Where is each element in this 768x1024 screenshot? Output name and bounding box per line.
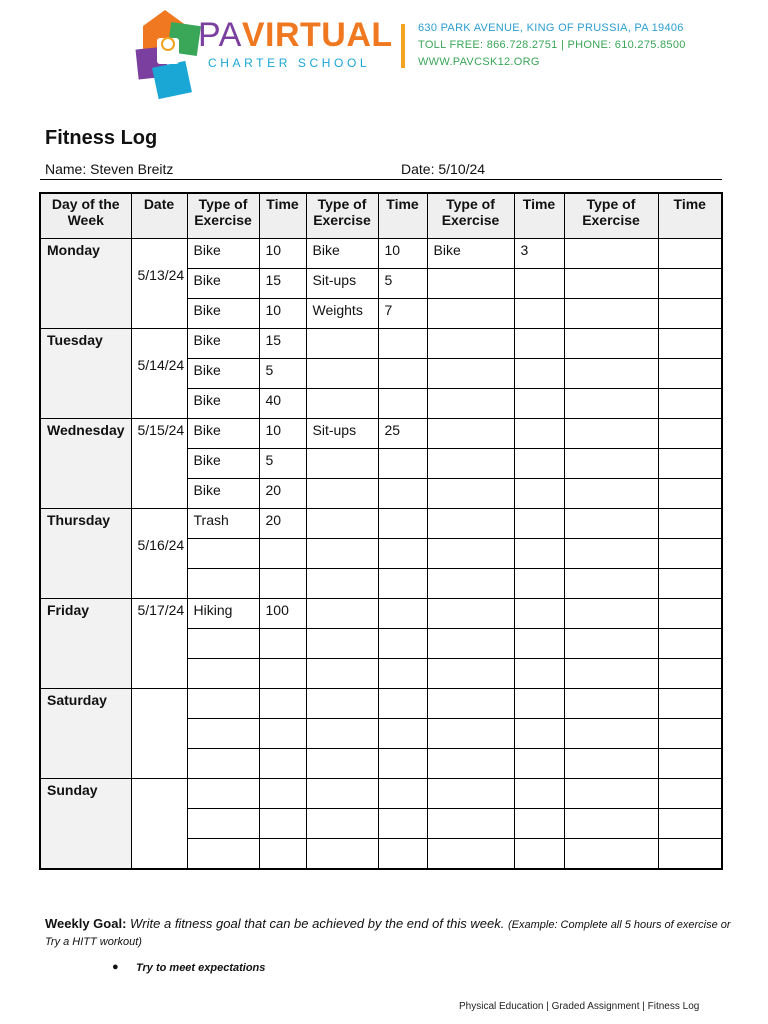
exercise-time-cell[interactable] [658, 659, 722, 689]
date-cell[interactable]: 5/14/24 [131, 329, 187, 419]
exercise-type-cell[interactable] [306, 509, 378, 539]
exercise-type-cell[interactable] [306, 659, 378, 689]
exercise-time-cell[interactable]: 5 [378, 269, 427, 299]
exercise-time-cell[interactable] [378, 659, 427, 689]
exercise-time-cell[interactable] [658, 749, 722, 779]
brand-name: PAVIRTUAL [198, 16, 393, 54]
exercise-time-cell[interactable] [259, 749, 306, 779]
table-row [40, 509, 722, 539]
exercise-time-cell[interactable] [514, 269, 564, 299]
exercise-time-cell[interactable] [259, 809, 306, 839]
exercise-type-cell[interactable] [187, 539, 259, 569]
exercise-time-cell[interactable] [378, 359, 427, 389]
table-header-row [40, 193, 722, 239]
exercise-time-cell[interactable]: 10 [259, 419, 306, 449]
exercise-type-cell[interactable] [564, 779, 658, 809]
exercise-time-cell[interactable] [514, 689, 564, 719]
exercise-time-cell[interactable]: 100 [259, 599, 306, 629]
exercise-type-cell[interactable] [306, 569, 378, 599]
exercise-type-cell[interactable] [564, 449, 658, 479]
weekly-goal [45, 916, 735, 950]
exercise-time-cell[interactable] [514, 599, 564, 629]
exercise-type-cell[interactable] [427, 569, 514, 599]
exercise-type-cell[interactable] [187, 779, 259, 809]
exercise-type-cell[interactable] [564, 239, 658, 269]
exercise-type-cell[interactable]: Bike [306, 239, 378, 269]
exercise-time-cell[interactable]: 25 [378, 419, 427, 449]
goal-prompt: Write a fitness goal that can be achieved by the end of this week. [130, 916, 505, 931]
exercise-type-cell[interactable] [427, 419, 514, 449]
exercise-type-cell[interactable] [306, 839, 378, 870]
exercise-type-cell[interactable] [187, 719, 259, 749]
exercise-type-cell[interactable] [564, 839, 658, 870]
date-cell[interactable]: 5/13/24 [131, 239, 187, 329]
exercise-type-cell[interactable] [306, 599, 378, 629]
table-row [40, 239, 722, 269]
exercise-type-cell[interactable] [306, 809, 378, 839]
exercise-time-cell[interactable]: 20 [259, 509, 306, 539]
exercise-type-cell[interactable] [427, 269, 514, 299]
exercise-type-cell[interactable]: Bike [187, 239, 259, 269]
exercise-time-cell[interactable] [514, 749, 564, 779]
exercise-type-cell[interactable] [306, 779, 378, 809]
exercise-type-cell[interactable] [427, 449, 514, 479]
brand-subtitle: CHARTER SCHOOL [208, 56, 371, 70]
exercise-type-cell[interactable]: Bike [187, 389, 259, 419]
exercise-time-cell[interactable]: 10 [259, 299, 306, 329]
exercise-type-cell[interactable]: Bike [187, 419, 259, 449]
exercise-type-cell[interactable] [427, 539, 514, 569]
date-cell[interactable] [131, 689, 187, 779]
table-row [40, 419, 722, 449]
exercise-time-cell[interactable] [514, 509, 564, 539]
day-cell: Wednesday [40, 419, 131, 509]
exercise-type-cell[interactable] [306, 689, 378, 719]
exercise-time-cell[interactable] [514, 839, 564, 870]
column-header: Type of Exercise [306, 193, 378, 239]
exercise-time-cell[interactable] [658, 539, 722, 569]
exercise-type-cell[interactable] [187, 569, 259, 599]
exercise-time-cell[interactable]: 10 [259, 239, 306, 269]
exercise-type-cell[interactable] [187, 809, 259, 839]
exercise-time-cell[interactable] [658, 299, 722, 329]
date-cell[interactable]: 5/16/24 [131, 509, 187, 599]
exercise-type-cell[interactable] [427, 689, 514, 719]
exercise-type-cell[interactable] [427, 809, 514, 839]
day-cell: Tuesday [40, 329, 131, 419]
bullet-icon: ● [112, 961, 119, 973]
exercise-type-cell[interactable]: Bike [187, 449, 259, 479]
column-header: Time [259, 193, 306, 239]
exercise-type-cell[interactable]: Sit-ups [306, 269, 378, 299]
exercise-type-cell[interactable] [427, 329, 514, 359]
exercise-time-cell[interactable] [378, 809, 427, 839]
goal-example: (Example: Complete all 5 hours of exercise or Try a HITT workout) [45, 919, 731, 948]
exercise-type-cell[interactable] [187, 629, 259, 659]
exercise-time-cell[interactable] [514, 449, 564, 479]
exercise-time-cell[interactable] [259, 719, 306, 749]
school-website[interactable]: WWW.PAVCSK12.ORG [418, 56, 540, 68]
log-date: Date: 5/10/24 [401, 161, 486, 177]
exercise-time-cell[interactable] [378, 839, 427, 870]
exercise-type-cell[interactable] [564, 659, 658, 689]
exercise-time-cell[interactable] [259, 659, 306, 689]
page-title: Fitness Log [45, 127, 158, 149]
exercise-type-cell[interactable] [564, 809, 658, 839]
exercise-time-cell[interactable] [658, 389, 722, 419]
day-cell: Friday [40, 599, 131, 689]
exercise-type-cell[interactable] [427, 299, 514, 329]
date-cell[interactable]: 5/15/24 [131, 419, 187, 509]
exercise-type-cell[interactable] [306, 479, 378, 509]
exercise-type-cell[interactable] [427, 749, 514, 779]
exercise-type-cell[interactable] [306, 539, 378, 569]
exercise-type-cell[interactable]: Trash [187, 509, 259, 539]
exercise-type-cell[interactable] [427, 389, 514, 419]
exercise-time-cell[interactable] [259, 779, 306, 809]
exercise-time-cell[interactable]: 40 [259, 389, 306, 419]
school-address: 630 PARK AVENUE, KING OF PRUSSIA, PA 19406 [418, 22, 684, 34]
exercise-type-cell[interactable] [306, 749, 378, 779]
exercise-time-cell[interactable] [514, 569, 564, 599]
exercise-time-cell[interactable] [658, 329, 722, 359]
exercise-time-cell[interactable] [378, 689, 427, 719]
exercise-time-cell[interactable] [514, 659, 564, 689]
exercise-type-cell[interactable] [564, 359, 658, 389]
exercise-time-cell[interactable]: 5 [259, 359, 306, 389]
exercise-type-cell[interactable] [427, 599, 514, 629]
exercise-time-cell[interactable]: 15 [259, 329, 306, 359]
goal-answer: Try to meet expectations [136, 962, 266, 974]
exercise-time-cell[interactable] [259, 629, 306, 659]
column-header: Time [514, 193, 564, 239]
exercise-type-cell[interactable]: Bike [187, 299, 259, 329]
day-cell: Saturday [40, 689, 131, 779]
exercise-type-cell[interactable]: Bike [187, 479, 259, 509]
exercise-time-cell[interactable]: 10 [378, 239, 427, 269]
exercise-time-cell[interactable] [514, 389, 564, 419]
exercise-time-cell[interactable] [514, 719, 564, 749]
header-divider [401, 24, 405, 68]
exercise-type-cell[interactable] [427, 629, 514, 659]
date-cell[interactable] [131, 779, 187, 870]
column-header: Type of Exercise [564, 193, 658, 239]
column-header: Type of Exercise [427, 193, 514, 239]
exercise-type-cell[interactable] [306, 389, 378, 419]
exercise-time-cell[interactable]: 5 [259, 449, 306, 479]
column-header: Time [378, 193, 427, 239]
exercise-type-cell[interactable]: Sit-ups [306, 419, 378, 449]
exercise-type-cell[interactable] [306, 719, 378, 749]
exercise-time-cell[interactable] [658, 479, 722, 509]
page-footer: Physical Education | Graded Assignment | Fitness Log [459, 1001, 700, 1012]
exercise-time-cell[interactable] [658, 719, 722, 749]
exercise-type-cell[interactable] [427, 719, 514, 749]
exercise-type-cell[interactable] [306, 449, 378, 479]
exercise-type-cell[interactable] [564, 389, 658, 419]
exercise-time-cell[interactable]: 7 [378, 299, 427, 329]
day-cell: Thursday [40, 509, 131, 599]
exercise-time-cell[interactable] [259, 689, 306, 719]
exercise-time-cell[interactable] [658, 449, 722, 479]
exercise-time-cell[interactable] [378, 749, 427, 779]
exercise-type-cell[interactable] [427, 779, 514, 809]
exercise-time-cell[interactable] [514, 359, 564, 389]
exercise-type-cell[interactable] [427, 509, 514, 539]
column-header: Type of Exercise [187, 193, 259, 239]
column-header: Date [131, 193, 187, 239]
exercise-time-cell[interactable] [378, 569, 427, 599]
exercise-type-cell[interactable] [306, 329, 378, 359]
exercise-time-cell[interactable] [514, 539, 564, 569]
exercise-time-cell[interactable] [514, 299, 564, 329]
exercise-time-cell[interactable] [378, 389, 427, 419]
table-row [40, 329, 722, 359]
exercise-type-cell[interactable]: Bike [427, 239, 514, 269]
exercise-time-cell[interactable] [658, 509, 722, 539]
exercise-type-cell[interactable] [564, 539, 658, 569]
exercise-time-cell[interactable] [514, 809, 564, 839]
exercise-type-cell[interactable] [564, 569, 658, 599]
exercise-time-cell[interactable] [514, 419, 564, 449]
exercise-type-cell[interactable] [564, 599, 658, 629]
exercise-time-cell[interactable] [378, 599, 427, 629]
exercise-type-cell[interactable] [306, 629, 378, 659]
exercise-time-cell[interactable] [514, 779, 564, 809]
exercise-time-cell[interactable] [378, 719, 427, 749]
exercise-type-cell[interactable] [187, 659, 259, 689]
exercise-time-cell[interactable] [378, 329, 427, 359]
exercise-time-cell[interactable] [658, 839, 722, 870]
exercise-type-cell[interactable] [564, 329, 658, 359]
exercise-time-cell[interactable] [378, 779, 427, 809]
exercise-time-cell[interactable] [658, 809, 722, 839]
exercise-time-cell[interactable] [514, 629, 564, 659]
date-cell[interactable]: 5/17/24 [131, 599, 187, 689]
column-header: Day of the Week [40, 193, 131, 239]
day-cell: Sunday [40, 779, 131, 870]
column-header: Time [658, 193, 722, 239]
exercise-time-cell[interactable] [658, 239, 722, 269]
exercise-type-cell[interactable] [427, 839, 514, 870]
exercise-type-cell[interactable] [564, 749, 658, 779]
exercise-time-cell[interactable] [378, 479, 427, 509]
exercise-time-cell[interactable] [378, 509, 427, 539]
exercise-time-cell[interactable] [658, 569, 722, 599]
exercise-time-cell[interactable] [658, 599, 722, 629]
exercise-time-cell[interactable] [658, 629, 722, 659]
exercise-type-cell[interactable] [564, 509, 658, 539]
exercise-time-cell[interactable]: 3 [514, 239, 564, 269]
exercise-type-cell[interactable] [564, 689, 658, 719]
header-rule [40, 179, 722, 180]
exercise-type-cell[interactable]: Bike [187, 329, 259, 359]
exercise-type-cell[interactable]: Hiking [187, 599, 259, 629]
table-row [40, 779, 722, 809]
exercise-type-cell[interactable] [564, 299, 658, 329]
exercise-time-cell[interactable] [514, 329, 564, 359]
day-cell: Monday [40, 239, 131, 329]
exercise-time-cell[interactable]: 20 [259, 479, 306, 509]
school-logo-icon [135, 8, 205, 100]
exercise-type-cell[interactable] [564, 419, 658, 449]
exercise-type-cell[interactable] [427, 659, 514, 689]
exercise-type-cell[interactable] [564, 479, 658, 509]
exercise-type-cell[interactable] [564, 629, 658, 659]
exercise-type-cell[interactable]: Bike [187, 269, 259, 299]
student-name: Name: Steven Breitz [45, 161, 174, 177]
exercise-time-cell[interactable] [658, 689, 722, 719]
exercise-time-cell[interactable] [378, 539, 427, 569]
exercise-time-cell[interactable] [658, 419, 722, 449]
table-row [40, 599, 722, 629]
exercise-time-cell[interactable] [658, 779, 722, 809]
exercise-type-cell[interactable] [564, 269, 658, 299]
goal-label: Weekly Goal: [45, 916, 127, 931]
fitness-log-table [39, 192, 723, 870]
exercise-type-cell[interactable] [306, 359, 378, 389]
exercise-type-cell[interactable] [187, 839, 259, 870]
exercise-type-cell[interactable]: Weights [306, 299, 378, 329]
exercise-time-cell[interactable] [259, 839, 306, 870]
exercise-type-cell[interactable] [187, 689, 259, 719]
exercise-time-cell[interactable] [658, 269, 722, 299]
exercise-time-cell[interactable] [378, 629, 427, 659]
exercise-type-cell[interactable] [427, 359, 514, 389]
exercise-time-cell[interactable] [658, 359, 722, 389]
exercise-type-cell[interactable] [564, 719, 658, 749]
exercise-type-cell[interactable]: Bike [187, 359, 259, 389]
school-phones: TOLL FREE: 866.728.2751 | PHONE: 610.275.8500 [418, 39, 686, 51]
table-row [40, 689, 722, 719]
exercise-time-cell[interactable] [259, 539, 306, 569]
exercise-time-cell[interactable] [514, 479, 564, 509]
exercise-time-cell[interactable]: 15 [259, 269, 306, 299]
exercise-time-cell[interactable] [378, 449, 427, 479]
exercise-type-cell[interactable] [187, 749, 259, 779]
exercise-time-cell[interactable] [259, 569, 306, 599]
exercise-type-cell[interactable] [427, 479, 514, 509]
